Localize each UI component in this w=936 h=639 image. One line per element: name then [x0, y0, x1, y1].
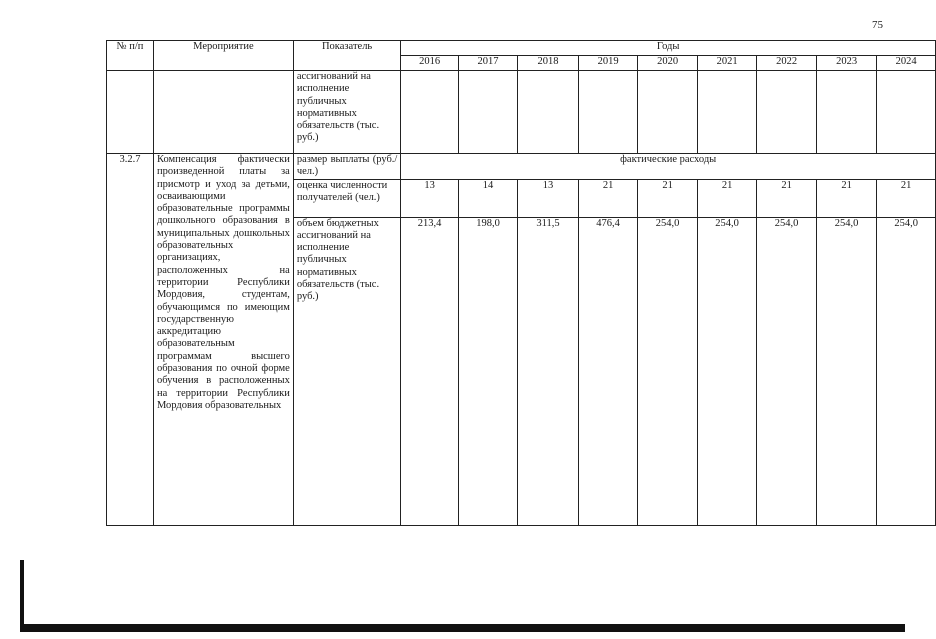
header-year: 2022	[757, 56, 817, 71]
row-value: 311,5	[518, 217, 579, 525]
row-value: 254,0	[757, 217, 817, 525]
row-span-text: фактические расходы	[401, 154, 936, 180]
row-value: 254,0	[638, 217, 698, 525]
row-value	[518, 71, 579, 154]
program-table	[106, 40, 936, 526]
scan-edge-left	[20, 560, 24, 630]
row-value	[757, 71, 817, 154]
row-value: 21	[757, 179, 817, 217]
header-year: 2016	[401, 56, 458, 71]
row-value: 198,0	[458, 217, 518, 525]
row-value: 476,4	[578, 217, 638, 525]
row-indicator: оценка численности получателей (чел.)	[293, 179, 401, 217]
row-value: 21	[877, 179, 936, 217]
row-event	[153, 71, 293, 154]
row-value: 21	[578, 179, 638, 217]
row-value	[578, 71, 638, 154]
header-year: 2017	[458, 56, 518, 71]
scan-edge-bottom	[20, 624, 905, 632]
header-years-label: Годы	[401, 41, 936, 56]
header-year: 2021	[697, 56, 757, 71]
header-year: 2020	[638, 56, 698, 71]
row-num	[107, 71, 154, 154]
row-value: 14	[458, 179, 518, 217]
table-row	[107, 71, 936, 154]
row-value: 254,0	[816, 217, 877, 525]
row-value	[458, 71, 518, 154]
row-value: 254,0	[877, 217, 936, 525]
row-value: 13	[518, 179, 579, 217]
header-year: 2023	[816, 56, 877, 71]
header-year: 2018	[518, 56, 579, 71]
row-value: 254,0	[697, 217, 757, 525]
header-num: № п/п	[107, 41, 154, 71]
row-value	[638, 71, 698, 154]
row-value: 21	[697, 179, 757, 217]
row-value: 21	[638, 179, 698, 217]
row-value	[401, 71, 458, 154]
row-value: 213,4	[401, 217, 458, 525]
row-value: 21	[816, 179, 877, 217]
page-number: 75	[872, 19, 883, 31]
header-year: 2024	[877, 56, 936, 71]
table-row	[107, 154, 936, 180]
header-row	[107, 41, 936, 56]
row-indicator: размер выплаты (руб./ чел.)	[293, 154, 401, 180]
row-value: 13	[401, 179, 458, 217]
row-value	[816, 71, 877, 154]
row-indicator: ассигнований на исполнение публичных нормативных обязательств (тыс. руб.)	[293, 71, 401, 154]
row-event: Компенсация фактически произведенной платы за присмотр и уход за детьми, осваивающими образовательные программы дошкольного образования в муниципальных дошкольных образовательных организациях, расположенных на территории Республики Мордовия, студентам, обучающимся по имеющим государственную аккредитацию образовательным программам высшего образования по очной форме обучения в расположенных на территории Республики Мордовия образовательных	[153, 154, 293, 526]
header-event: Мероприятие	[153, 41, 293, 71]
row-value	[697, 71, 757, 154]
header-year: 2019	[578, 56, 638, 71]
row-value	[877, 71, 936, 154]
header-indicator: Показатель	[293, 41, 401, 71]
row-num: 3.2.7	[107, 154, 154, 526]
row-indicator: объем бюджетных ассигнований на исполнение публичных нормативных обязательств (тыс. руб.)	[293, 217, 401, 525]
